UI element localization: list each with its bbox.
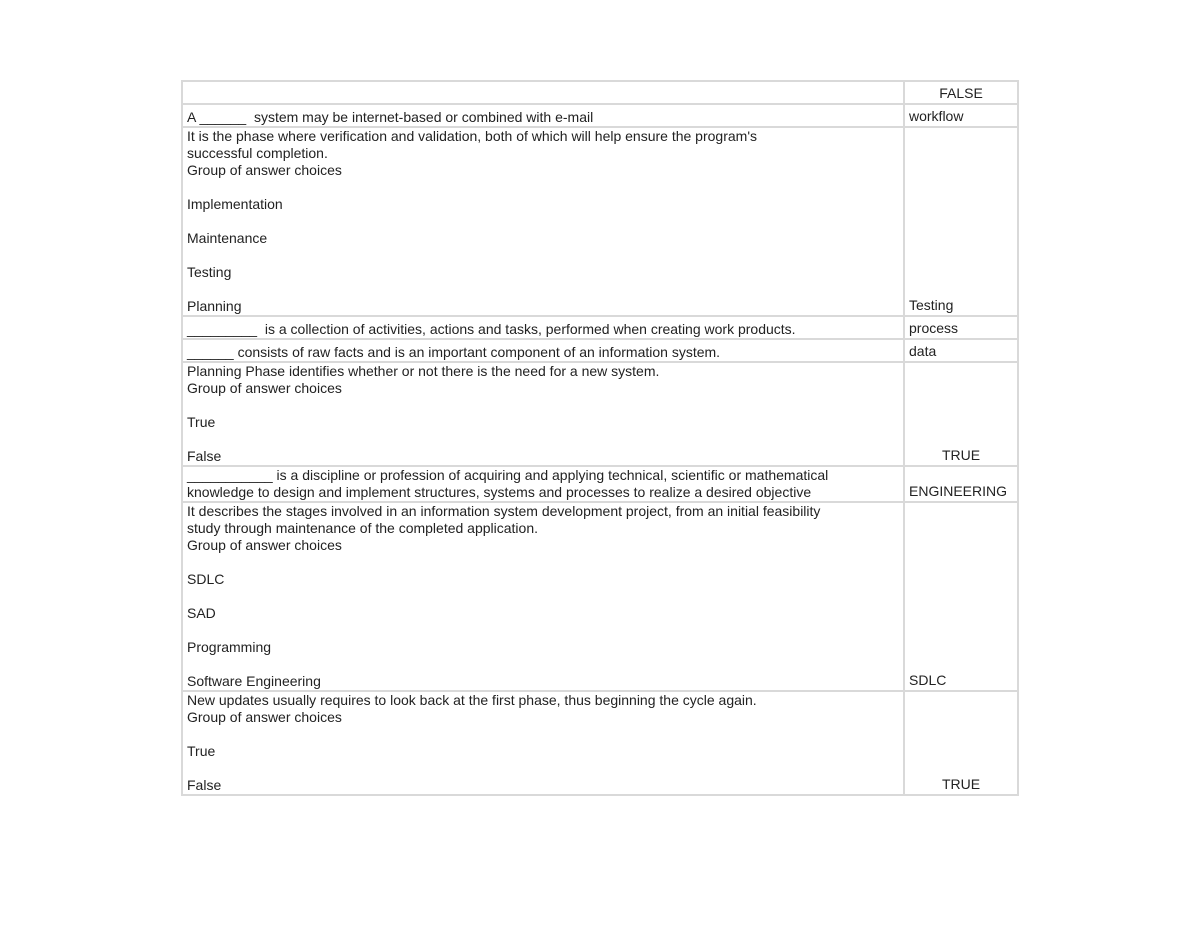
question-cell: ___________ is a discipline or profession of acquiring and applying technical, scientific or mathematical knowledge to design and implement structures, systems and processes to realize a desired objective <box>182 466 904 502</box>
question-cell: A ______ system may be internet-based or combined with e-mail <box>182 104 904 127</box>
answer-cell: TRUE <box>904 362 1018 466</box>
table-row <box>182 362 1018 466</box>
answer-cell: data <box>904 339 1018 362</box>
table-row <box>182 691 1018 795</box>
table-row <box>182 127 1018 316</box>
question-cell: _________ is a collection of activities, actions and tasks, performed when creating work products. <box>182 316 904 339</box>
answer-cell: ENGINEERING <box>904 466 1018 502</box>
answer-cell: workflow <box>904 104 1018 127</box>
table-row <box>182 339 1018 362</box>
table-row <box>182 316 1018 339</box>
question-cell <box>182 81 904 104</box>
answer-cell: FALSE <box>904 81 1018 104</box>
answer-cell: Testing <box>904 127 1018 316</box>
table-row <box>182 466 1018 502</box>
question-cell: It is the phase where verification and validation, both of which will help ensure the program's successful completion. Group of answer choices Implementation Maintenance Testing Planning <box>182 127 904 316</box>
question-cell: It describes the stages involved in an information system development project, from an initial feasibility study through maintenance of the completed application. Group of answer choices SDLC SAD Programming Software Engineering <box>182 502 904 691</box>
answer-cell: TRUE <box>904 691 1018 795</box>
question-cell: Planning Phase identifies whether or not there is the need for a new system. Group of answer choices True False <box>182 362 904 466</box>
table-row <box>182 81 1018 104</box>
answer-cell: SDLC <box>904 502 1018 691</box>
table-row <box>182 502 1018 691</box>
answer-cell: process <box>904 316 1018 339</box>
answer-sheet-table <box>181 80 1019 796</box>
question-cell: ______ consists of raw facts and is an important component of an information system. <box>182 339 904 362</box>
table-row <box>182 104 1018 127</box>
question-cell: New updates usually requires to look back at the first phase, thus beginning the cycle again. Group of answer choices True False <box>182 691 904 795</box>
